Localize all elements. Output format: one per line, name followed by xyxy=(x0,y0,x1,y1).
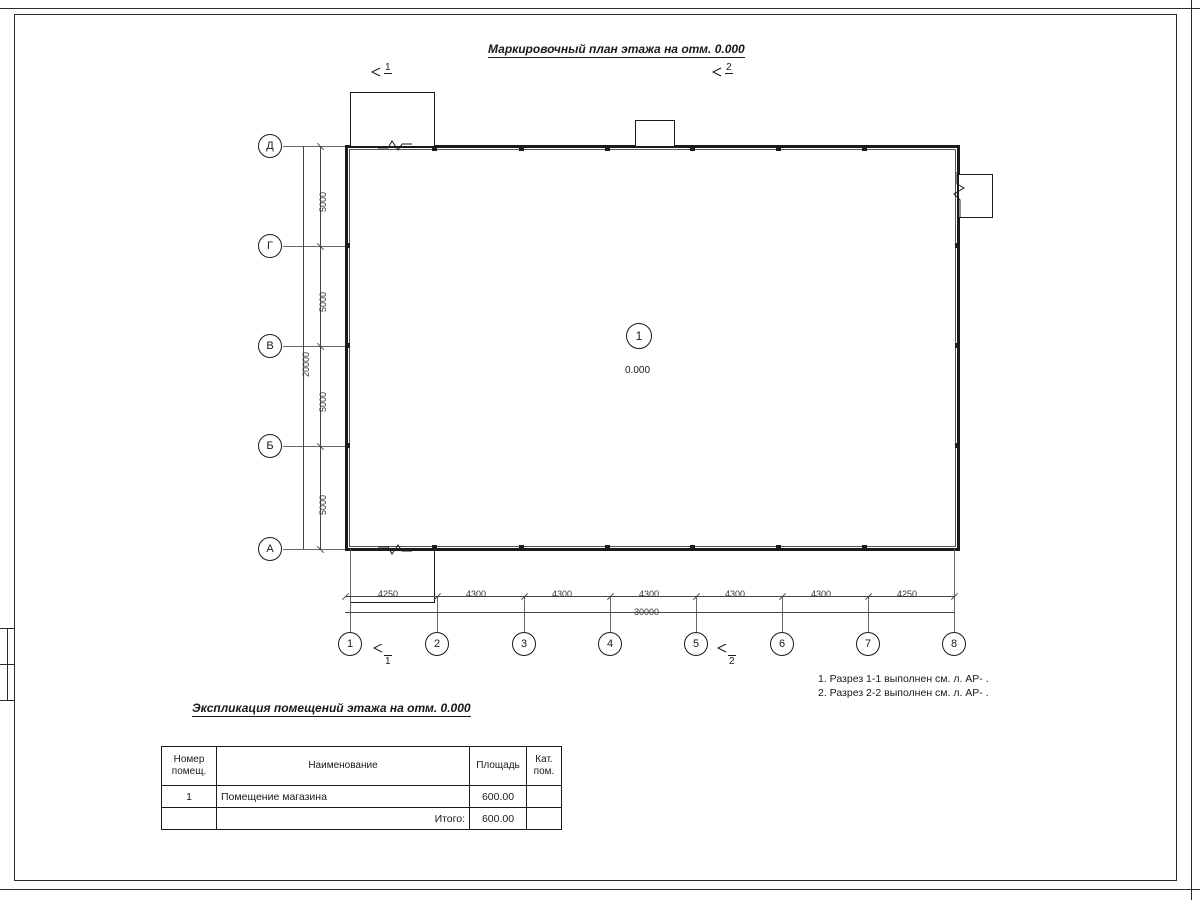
row-name: Помещение магазина xyxy=(217,786,470,808)
section-marker-1-bottom-label: 1 xyxy=(385,656,391,667)
margin-stub-line-vertical xyxy=(7,628,8,700)
column-marker xyxy=(432,545,437,550)
column-marker xyxy=(776,146,781,151)
column-marker xyxy=(519,545,524,550)
axis-bubble-8 xyxy=(942,632,966,656)
axis-leader-b xyxy=(283,446,345,447)
header-area: Площадь xyxy=(470,747,527,786)
room-number-label: 1 xyxy=(635,329,643,343)
section-arrow-icon xyxy=(711,66,723,78)
row-number: 1 xyxy=(162,786,217,808)
header-number xyxy=(162,747,217,786)
axis-leader-4 xyxy=(610,596,611,632)
section-arrow-icon xyxy=(372,644,384,656)
explication-table xyxy=(161,746,562,830)
column-marker xyxy=(955,343,960,348)
column-marker xyxy=(690,146,695,151)
column-marker xyxy=(519,146,524,151)
wall-bottom xyxy=(345,548,960,551)
dimension-horizontal-3: 4300 xyxy=(552,589,573,599)
dimension-horizontal-total: 30000 xyxy=(634,607,660,617)
axis-leader-d xyxy=(283,146,345,147)
axis-bubble-6 xyxy=(770,632,794,656)
axis-bubble-7 xyxy=(856,632,880,656)
axis-bubble-d xyxy=(258,134,282,158)
sheet-border-inner-bottom xyxy=(14,880,1177,881)
total-area: 600.00 xyxy=(470,808,527,830)
dimension-horizontal-5: 4300 xyxy=(725,589,746,599)
room-number-bubble xyxy=(626,323,652,349)
dimension-horizontal-2: 4300 xyxy=(466,589,487,599)
column-marker xyxy=(432,146,437,151)
axis-leader-5 xyxy=(696,596,697,632)
header-number-line2: помещ. xyxy=(171,766,207,777)
axis-label-g: Г xyxy=(267,240,273,252)
row-area: 600.00 xyxy=(470,786,527,808)
axis-label-2: 2 xyxy=(433,638,441,650)
axis-leader-3 xyxy=(524,596,525,632)
axis-leader-g xyxy=(283,246,345,247)
column-marker xyxy=(955,243,960,248)
axis-bubble-b xyxy=(258,434,282,458)
dimension-horizontal-4: 4300 xyxy=(639,589,660,599)
section-marker-1-top xyxy=(372,62,392,74)
note-2: 2. Разрез 2-2 выполнен см. л. АР- . xyxy=(818,687,989,699)
column-marker xyxy=(345,443,350,448)
column-marker xyxy=(776,545,781,550)
table-row xyxy=(162,786,562,808)
axis-bubble-g xyxy=(258,234,282,258)
header-category-line2: пом. xyxy=(533,766,555,777)
plan-title xyxy=(488,42,745,56)
column-marker xyxy=(605,146,610,151)
axis-label-d: Д xyxy=(266,140,274,152)
drawing-notes xyxy=(818,672,989,700)
column-marker xyxy=(862,545,867,550)
axis-label-b: Б xyxy=(266,440,274,452)
section-marker-1-top-label: 1 xyxy=(385,62,391,73)
dimension-vertical-3: 5000 xyxy=(318,391,328,412)
header-name: Наименование xyxy=(217,747,470,786)
axis-label-8: 8 xyxy=(950,638,958,650)
axis-bubble-1 xyxy=(338,632,362,656)
total-category-cell xyxy=(527,808,562,830)
section-arrow-icon xyxy=(370,66,382,78)
dimension-vertical-2: 5000 xyxy=(318,291,328,312)
axis-bubble-4 xyxy=(598,632,622,656)
plan-title-text: Маркировочный план этажа на отм. 0.000 xyxy=(488,42,745,56)
axis-leader-v xyxy=(283,346,345,347)
axis-bubble-v xyxy=(258,334,282,358)
axis-leader-7 xyxy=(868,596,869,632)
room-level-label: 0.000 xyxy=(625,365,651,376)
dimension-vertical-1: 5000 xyxy=(318,191,328,212)
axis-label-a: А xyxy=(266,543,274,555)
opening-top-middle xyxy=(635,120,675,146)
total-empty-cell xyxy=(162,808,217,830)
axis-leader-8 xyxy=(954,549,955,632)
margin-stub-line-3 xyxy=(0,700,15,701)
section-marker-2-top xyxy=(713,62,733,74)
axis-label-1: 1 xyxy=(346,638,354,650)
header-number-line1: Номер xyxy=(173,754,205,765)
section-marker-1-bottom xyxy=(374,646,392,667)
sheet-border-inner-right xyxy=(1176,14,1177,880)
sheet-border-outer-bottom xyxy=(0,889,1200,890)
wall-inner-outline xyxy=(349,149,956,547)
axis-leader-6 xyxy=(782,596,783,632)
total-label: Итого: xyxy=(217,808,470,830)
axis-label-6: 6 xyxy=(778,638,786,650)
dimension-chain-vertical-total xyxy=(303,146,304,549)
explication-title xyxy=(192,701,471,715)
axis-label-v: В xyxy=(266,340,274,352)
sheet-border-inner-top xyxy=(14,14,1177,15)
column-marker xyxy=(345,243,350,248)
table-total-row xyxy=(162,808,562,830)
sheet-border-outer-top xyxy=(0,8,1200,9)
axis-bubble-3 xyxy=(512,632,536,656)
sheet-border-inner-left xyxy=(14,14,15,880)
axis-bubble-2 xyxy=(425,632,449,656)
column-marker xyxy=(955,443,960,448)
column-marker xyxy=(862,146,867,151)
wall-left xyxy=(345,145,348,551)
dimension-horizontal-7: 4250 xyxy=(897,589,918,599)
axis-label-7: 7 xyxy=(864,638,872,650)
section-arrow-icon xyxy=(716,644,728,656)
table-header-row xyxy=(162,747,562,786)
dimension-vertical-total: 20000 xyxy=(301,351,311,377)
column-marker xyxy=(605,545,610,550)
axis-leader-a xyxy=(283,549,345,550)
explication-title-text: Экспликация помещений этажа на отм. 0.000 xyxy=(192,701,471,715)
axis-bubble-5 xyxy=(684,632,708,656)
dimension-horizontal-6: 4300 xyxy=(811,589,832,599)
section-marker-2-bottom xyxy=(718,646,736,667)
header-category xyxy=(527,747,562,786)
dimension-vertical-4: 5000 xyxy=(318,494,328,515)
axis-label-5: 5 xyxy=(692,638,700,650)
break-line-right xyxy=(952,172,966,218)
dimension-horizontal-1: 4250 xyxy=(378,589,399,599)
break-line-top xyxy=(378,138,412,152)
break-line-bottom xyxy=(378,543,412,557)
section-marker-2-top-label: 2 xyxy=(726,62,732,73)
axis-leader-1 xyxy=(350,549,351,632)
axis-label-4: 4 xyxy=(606,638,614,650)
column-marker xyxy=(345,343,350,348)
sheet-border-outer-right xyxy=(1191,0,1192,900)
axis-label-3: 3 xyxy=(520,638,528,650)
row-category xyxy=(527,786,562,808)
axis-leader-2 xyxy=(437,596,438,632)
section-marker-2-bottom-label: 2 xyxy=(729,656,735,667)
note-1: 1. Разрез 1-1 выполнен см. л. АР- . xyxy=(818,673,989,685)
column-marker xyxy=(690,545,695,550)
header-category-line1: Кат. xyxy=(535,754,553,765)
axis-bubble-a xyxy=(258,537,282,561)
